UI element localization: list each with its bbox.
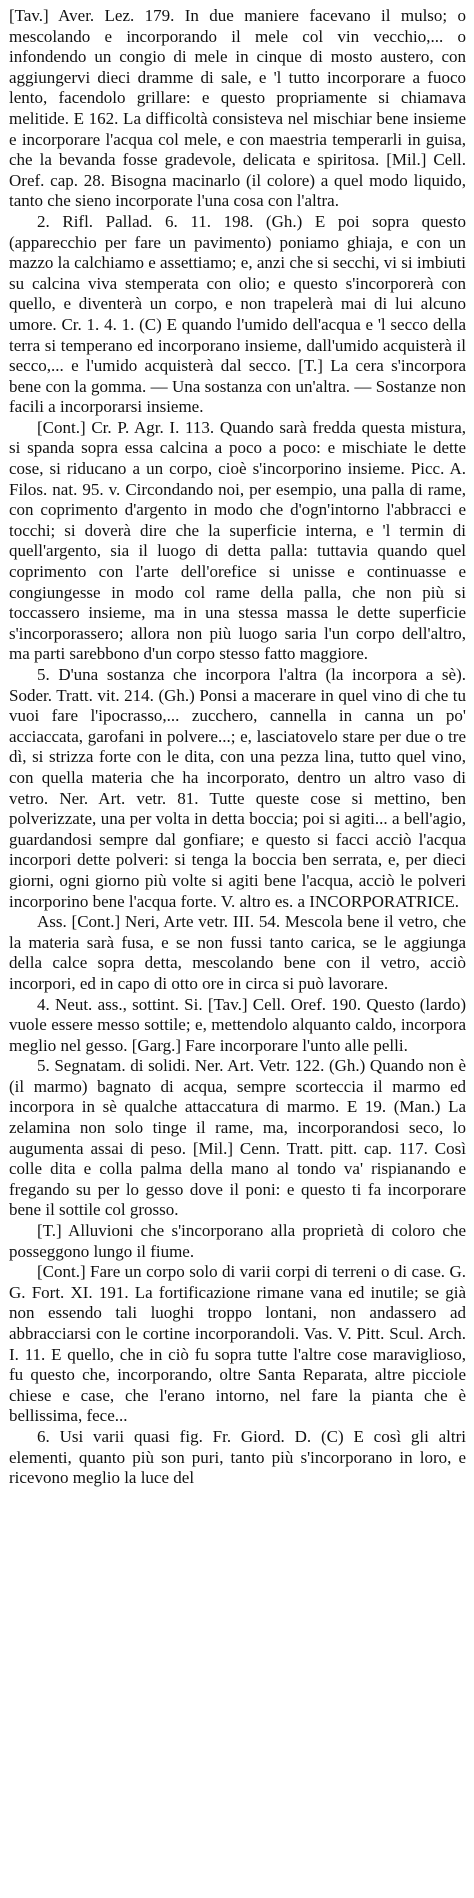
entry-paragraph-5: Ass. [Cont.] Neri, Arte vetr. III. 54. Mescola bene il vetro, che la materia sarà fusa, e se non fussi tanto carica, se le aggiunga della calce sopra detta, mescolando bene con il vetro, acciò incorpori, ed in capo di otto ore in circa si può lavorare.	[9, 912, 466, 993]
entry-paragraph-10: 6. Usi varii quasi fig. Fr. Giord. D. (C) E così gli altri elementi, quanto più son puri, tanto più s'incorporano in loro, e ricevono meglio la luce del	[9, 1426, 466, 1488]
entry-paragraph-8: [T.] Alluvioni che s'incorporano alla proprietà di coloro che posseggono lungo il fiume.	[9, 1221, 466, 1261]
entry-paragraph-2: 2. Rifl. Pallad. 6. 11. 198. (Gh.) E poi sopra questo (apparecchio per fare un pavimento) poniamo ghiaja, e con un mazzo la calchiamo e assettiamo; e, anzi che si secchi, vi si imbiuti su calcina viva stemperata con olio; e questo s'incorporerà con quello, e diventerà un corpo, e non trapelerà mai di lui alcuno umore. Cr. 1. 4. 1. (C) E quando l'umido dell'acqua e 'l secco della terra si temperano ed incorporano insieme, dall'umido acquisterà il secco,... e l'umido acquisterà dal secco. [T.] La cera s'incorpora bene con la gomma. — Una sostanza con un'altra. — Sostanze non facili a incorporarsi insieme.	[9, 211, 466, 417]
entry-paragraph-9: [Cont.] Fare un corpo solo di varii corpi di terreni o di case. G. G. Fort. XI. 191. La fortificazione rimane vana ed inutile; se già non essendo tali luoghi troppo lontani, non andassero ad abbracciarsi con le cortine incorporandoli. Vas. V. Pitt. Scul. Arch. I. 11. E quello, che in ciò fu sopra tutte l'altre cose maraviglioso, fu questo che, incorporando, oltre Santa Reparata, altre picciole chiese e case, che l'erano intorno, nel fare la pianta che è bellissima, fece...	[9, 1262, 466, 1426]
entry-paragraph-4: 5. D'una sostanza che incorpora l'altra (la incorpora a sè). Soder. Tratt. vit. 214. (Gh.) Ponsi a macerare in quel vino di che tu vuoi fare l'ipocrasso,... zucchero, cannella in canna un po' acciaccata, garofani in polvere...; e, lasciatovelo stare per due o tre dì, si strizza forte con le dita, con una pezza lina, tutto quel vino, con quella materia che ha incorporato, dentro un altro vaso di vetro. Ner. Art. vetr. 81. Tutte queste cose si mettino, ben polverizzate, una per volta in detta boccia; poi si agiti... a bell'agio, guardandosi sempre dal gonfiare; e questo si facci acciò l'acqua incorpori dette polveri: si tenga la boccia ben serrata, e, per dieci giorni, ogni giorno più volte si agiti bene l'acqua, acciò le polveri incorporino bene l'acqua forte. V. altro es. a INCORPORATRICE.	[9, 665, 466, 911]
entry-paragraph-6: 4. Neut. ass., sottint. Si. [Tav.] Cell. Oref. 190. Questo (lardo) vuole essere messo sottile; e, mettendolo alquanto caldo, incorpora meglio nel gesso. [Garg.] Fare incorporare l'unto alle pelli.	[9, 994, 466, 1055]
entry-paragraph-3: [Cont.] Cr. P. Agr. I. 113. Quando sarà fredda questa mistura, si spanda sopra essa calcina a poco a poco: e mischiate le dette cose, si riducano a un corpo, cioè s'incorporino insieme. Picc. A. Filos. nat. 95. v. Circondando noi, per esempio, una palla di rame, con coprimento d'argento in modo che d'ogn'intorno l'abbracci e tocchi; si doverà dire che la superficie interna, e 'l termin di quell'argento, sia il luogo di detta palla: tuttavia quando quel coprimento con l'arte dell'orefice si unisse e continuasse e congiungesse in modo col rame della palla, che non più si toccassero insieme, ma in una stessa massa le dette superficie s'incorporassero; allora non più luogo saria l'un corpo dell'altro, ma parti sarebbono d'un corpo stesso fatto maggiore.	[9, 417, 466, 664]
entry-paragraph-1: [Tav.] Aver. Lez. 179. In due maniere facevano il mulso; o mescolando e incorporando il mele col vin vecchio,... o infondendo un congio di mele in cinque di mosto austero, con aggiungervi dieci dramme di sale, e 'l tutto incorporare a fuoco lento, facendolo grillare: e questo propriamente si chiamava melitide. E 162. La difficoltà consisteva nel mischiar bene insieme e incorporare l'acqua col mele, e con maestria temperarli in guisa, che la bevanda fosse gradevole, delicata e spiritosa. [Mil.] Cell. Oref. cap. 28. Bisogna macinarlo (il colore) a quel modo liquido, tanto che sieno incorporate l'una cosa con l'altra.	[9, 6, 466, 211]
entry-paragraph-7: 5. Segnatam. di solidi. Ner. Art. Vetr. 122. (Gh.) Quando non è (il marmo) bagnato di acqua, sempre scortecciа il marmo ed incorpora in sè qualche attaccatura di marmo. E 19. (Man.) La zelamina non solo tinge il rame, ma, incorporandosi seco, lo augumenta assai di peso. [Mil.] Cenn. Tratt. pitt. cap. 117. Così colle dita e colla palma della mano al tondo va' rispianando e fregando su per lo gesso dove il poni: e questo ti fa incorporare bene il sottile col grosso.	[9, 1056, 466, 1220]
